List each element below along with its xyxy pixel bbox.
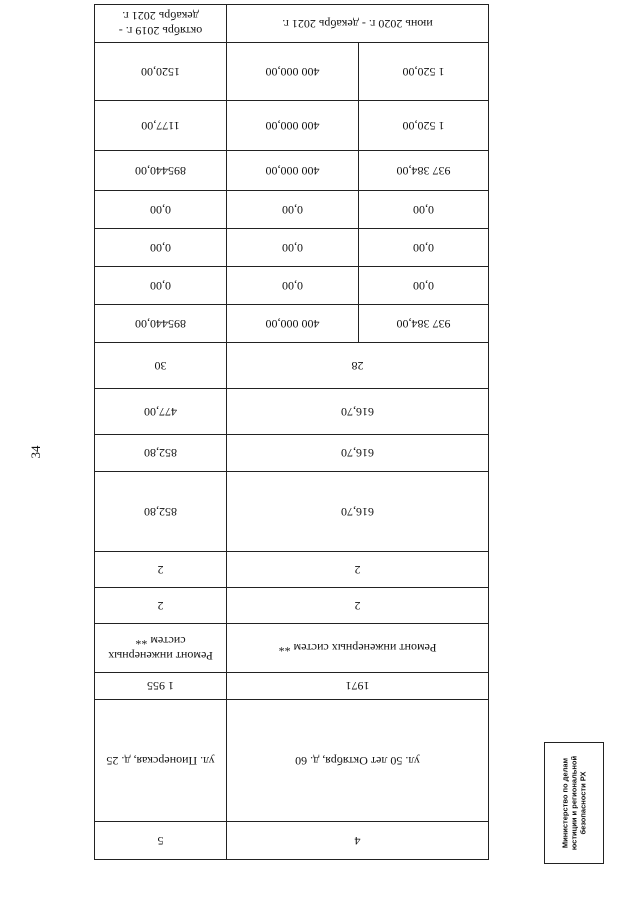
cell-col13-a: 0,00 bbox=[227, 229, 359, 267]
data-table bbox=[94, 4, 489, 860]
cell-period: октябрь 2019 г. - декабрь 2021 г. bbox=[95, 5, 227, 43]
table-row bbox=[95, 552, 489, 588]
cell-col16-b: 1 520,00 bbox=[359, 101, 489, 151]
cell-col15-a: 400 000,00 bbox=[227, 151, 359, 191]
cell-col16-a: 400 000,00 bbox=[227, 101, 359, 151]
table-row bbox=[95, 624, 489, 673]
cell-col13-b: 0,00 bbox=[359, 229, 489, 267]
cell-year: 1971 bbox=[227, 673, 489, 700]
cell-no: 5 bbox=[95, 822, 227, 860]
table-row bbox=[95, 700, 489, 822]
cell-col12-a: 0,00 bbox=[227, 267, 359, 305]
stamp-text: Министерство по делам юстиции и региональной безопасности РХ bbox=[560, 755, 588, 851]
data-table-wrapper bbox=[95, 9, 489, 860]
cell-address: ул. 50 лет Октября, д. 60 bbox=[227, 700, 489, 822]
cell-col9: 616,70 bbox=[227, 389, 489, 435]
cell-col10: 30 bbox=[95, 343, 227, 389]
cell-work-type: Ремонт инженерных систем ** bbox=[227, 624, 489, 673]
cell-year: 1 955 bbox=[95, 673, 227, 700]
ministry-stamp bbox=[544, 742, 604, 864]
cell-col6: 2 bbox=[227, 552, 489, 588]
cell-col7: 852,80 bbox=[95, 472, 227, 552]
table-row bbox=[95, 267, 489, 305]
table-row bbox=[95, 389, 489, 435]
cell-col14-a: 0,00 bbox=[227, 191, 359, 229]
cell-col8: 616,70 bbox=[227, 435, 489, 472]
table-row bbox=[95, 151, 489, 191]
cell-col14-b: 0,00 bbox=[359, 191, 489, 229]
cell-col13: 0,00 bbox=[95, 229, 227, 267]
rotated-table bbox=[95, 9, 489, 860]
table-row bbox=[95, 101, 489, 151]
cell-col12-b: 0,00 bbox=[359, 267, 489, 305]
table-row bbox=[95, 191, 489, 229]
cell-col17: 1520,00 bbox=[95, 43, 227, 101]
table-row bbox=[95, 343, 489, 389]
table-row bbox=[95, 822, 489, 860]
table-row bbox=[95, 305, 489, 343]
cell-col8: 852,80 bbox=[95, 435, 227, 472]
cell-col16: 1177,00 bbox=[95, 101, 227, 151]
cell-col5: 2 bbox=[227, 588, 489, 624]
cell-col11: 895440,00 bbox=[95, 305, 227, 343]
cell-col17-b: 1 520,00 bbox=[359, 43, 489, 101]
cell-col5: 2 bbox=[95, 588, 227, 624]
cell-work-type: Ремонт инженерных систем ** bbox=[95, 624, 227, 673]
cell-col12: 0,00 bbox=[95, 267, 227, 305]
table-row bbox=[95, 588, 489, 624]
cell-col6: 2 bbox=[95, 552, 227, 588]
cell-col17-a: 400 000,00 bbox=[227, 43, 359, 101]
table-row bbox=[95, 229, 489, 267]
cell-col11-a: 400 000,00 bbox=[227, 305, 359, 343]
page-number: 34 bbox=[28, 445, 43, 459]
cell-address: ул. Пионерская, д. 25 bbox=[95, 700, 227, 822]
cell-no: 4 bbox=[227, 822, 489, 860]
table-row bbox=[95, 5, 489, 43]
cell-col14: 0,00 bbox=[95, 191, 227, 229]
cell-col7: 616,70 bbox=[227, 472, 489, 552]
cell-col9: 477,00 bbox=[95, 389, 227, 435]
table-row bbox=[95, 435, 489, 472]
table-row bbox=[95, 43, 489, 101]
table-row bbox=[95, 472, 489, 552]
cell-period: июнь 2020 г. - декабрь 2021 г. bbox=[227, 5, 489, 43]
table-row bbox=[95, 673, 489, 700]
cell-col15-b: 937 384,00 bbox=[359, 151, 489, 191]
cell-col15: 895440,00 bbox=[95, 151, 227, 191]
cell-col10: 28 bbox=[227, 343, 489, 389]
cell-col11-b: 937 384,00 bbox=[359, 305, 489, 343]
